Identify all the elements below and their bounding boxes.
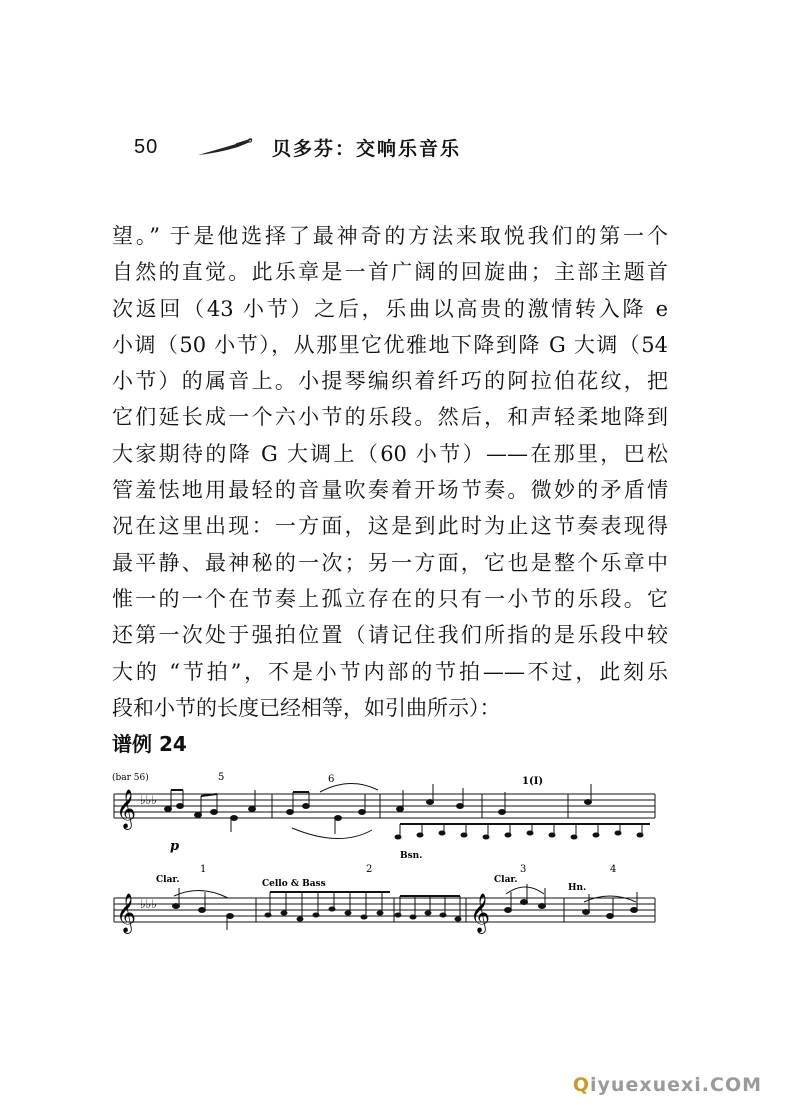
text-line: 况在这里出现：一方面，这是到此时为止这节奏表现得 <box>112 514 668 539</box>
running-title: 贝多芬：交响乐音乐 <box>272 138 462 160</box>
measure-number: 1 <box>200 864 207 875</box>
measure-number: 4 <box>610 864 617 875</box>
example-label: 谱例 24 <box>112 732 187 756</box>
text-line: 望。” 于是他选择了最神奇的方法来取悦我们的第一个 <box>112 224 668 248</box>
page-header <box>134 134 534 164</box>
body-paragraph <box>112 218 668 726</box>
text-line: 惟一的一个在节奏上孤立存在的只有一小节的乐段。它 <box>112 586 668 611</box>
instrument-label: Cello & Bass <box>262 879 326 889</box>
treble-clef-icon: 𝄞 <box>470 893 491 933</box>
slur <box>174 890 228 898</box>
text-line: 次返回（43 小节）之后，乐曲以高贵的激情转入降 e <box>112 296 668 321</box>
text-line: 最平静、最神秘的一次；另一方面，它也是整个乐章中 <box>112 550 668 575</box>
instrument-label: Clar. <box>156 875 180 885</box>
site-watermark <box>573 1074 762 1096</box>
text-line: 自然的直觉。此乐章是一首广阔的回旋曲；主部主题首 <box>112 260 668 285</box>
text-line: 管羞怯地用最轻的音量吹奏着开场节奏。微妙的矛盾情 <box>112 478 668 503</box>
text-line: 大家期待的降 G 大调上（60 小节）——在那里，巴松 <box>112 441 668 466</box>
measure-number: 6 <box>328 774 335 785</box>
watermark-logo: Q <box>572 1074 591 1096</box>
music-score <box>110 768 670 948</box>
measure-number: 5 <box>218 772 225 783</box>
staff-1-notes <box>165 784 592 834</box>
slur <box>506 887 544 894</box>
text-line: 它们延长成一个六小节的乐段。然后，和声轻柔地降到 <box>112 405 668 430</box>
staff-2 <box>114 898 655 922</box>
instrument-label: Clar. <box>494 875 518 885</box>
text-line: 段和小节的长度已经相等，如引曲所示）： <box>112 695 501 720</box>
flat-icon: ♭♭♭ <box>140 897 157 911</box>
instrument-label: Bsn. <box>400 851 423 861</box>
treble-clef-icon: 𝄞 <box>116 789 137 829</box>
instrument-label: Hn. <box>568 883 587 893</box>
pen-ornament-icon <box>196 138 256 158</box>
bassoon-line <box>395 824 650 839</box>
measure-number: 2 <box>366 864 373 875</box>
dynamic-marking: p <box>170 839 180 854</box>
slur <box>292 828 372 839</box>
flat-icon: ♭♭♭ <box>140 793 157 807</box>
measure-number: 1(I) <box>522 776 544 787</box>
slur <box>584 896 636 902</box>
treble-clef-icon: 𝄞 <box>116 893 137 933</box>
page-number: 50 <box>134 136 159 158</box>
watermark-text: iyuexuexi.COM <box>590 1074 762 1096</box>
text-line: 还第一次处于强拍位置（请记住我们所指的是乐段中较 <box>112 623 668 648</box>
text-line: 大的 “节拍”，不是小节内部的节拍——不过，此刻乐 <box>112 659 668 684</box>
measure-number: 3 <box>520 864 527 875</box>
bar-marker: (bar 56) <box>112 773 149 783</box>
text-line: 小节）的属音上。小提琴编织着纤巧的阿拉伯花纹，把 <box>112 369 668 394</box>
text-line: 小调（50 小节），从那里它优雅地下降到降 G 大调（54 <box>112 332 668 357</box>
